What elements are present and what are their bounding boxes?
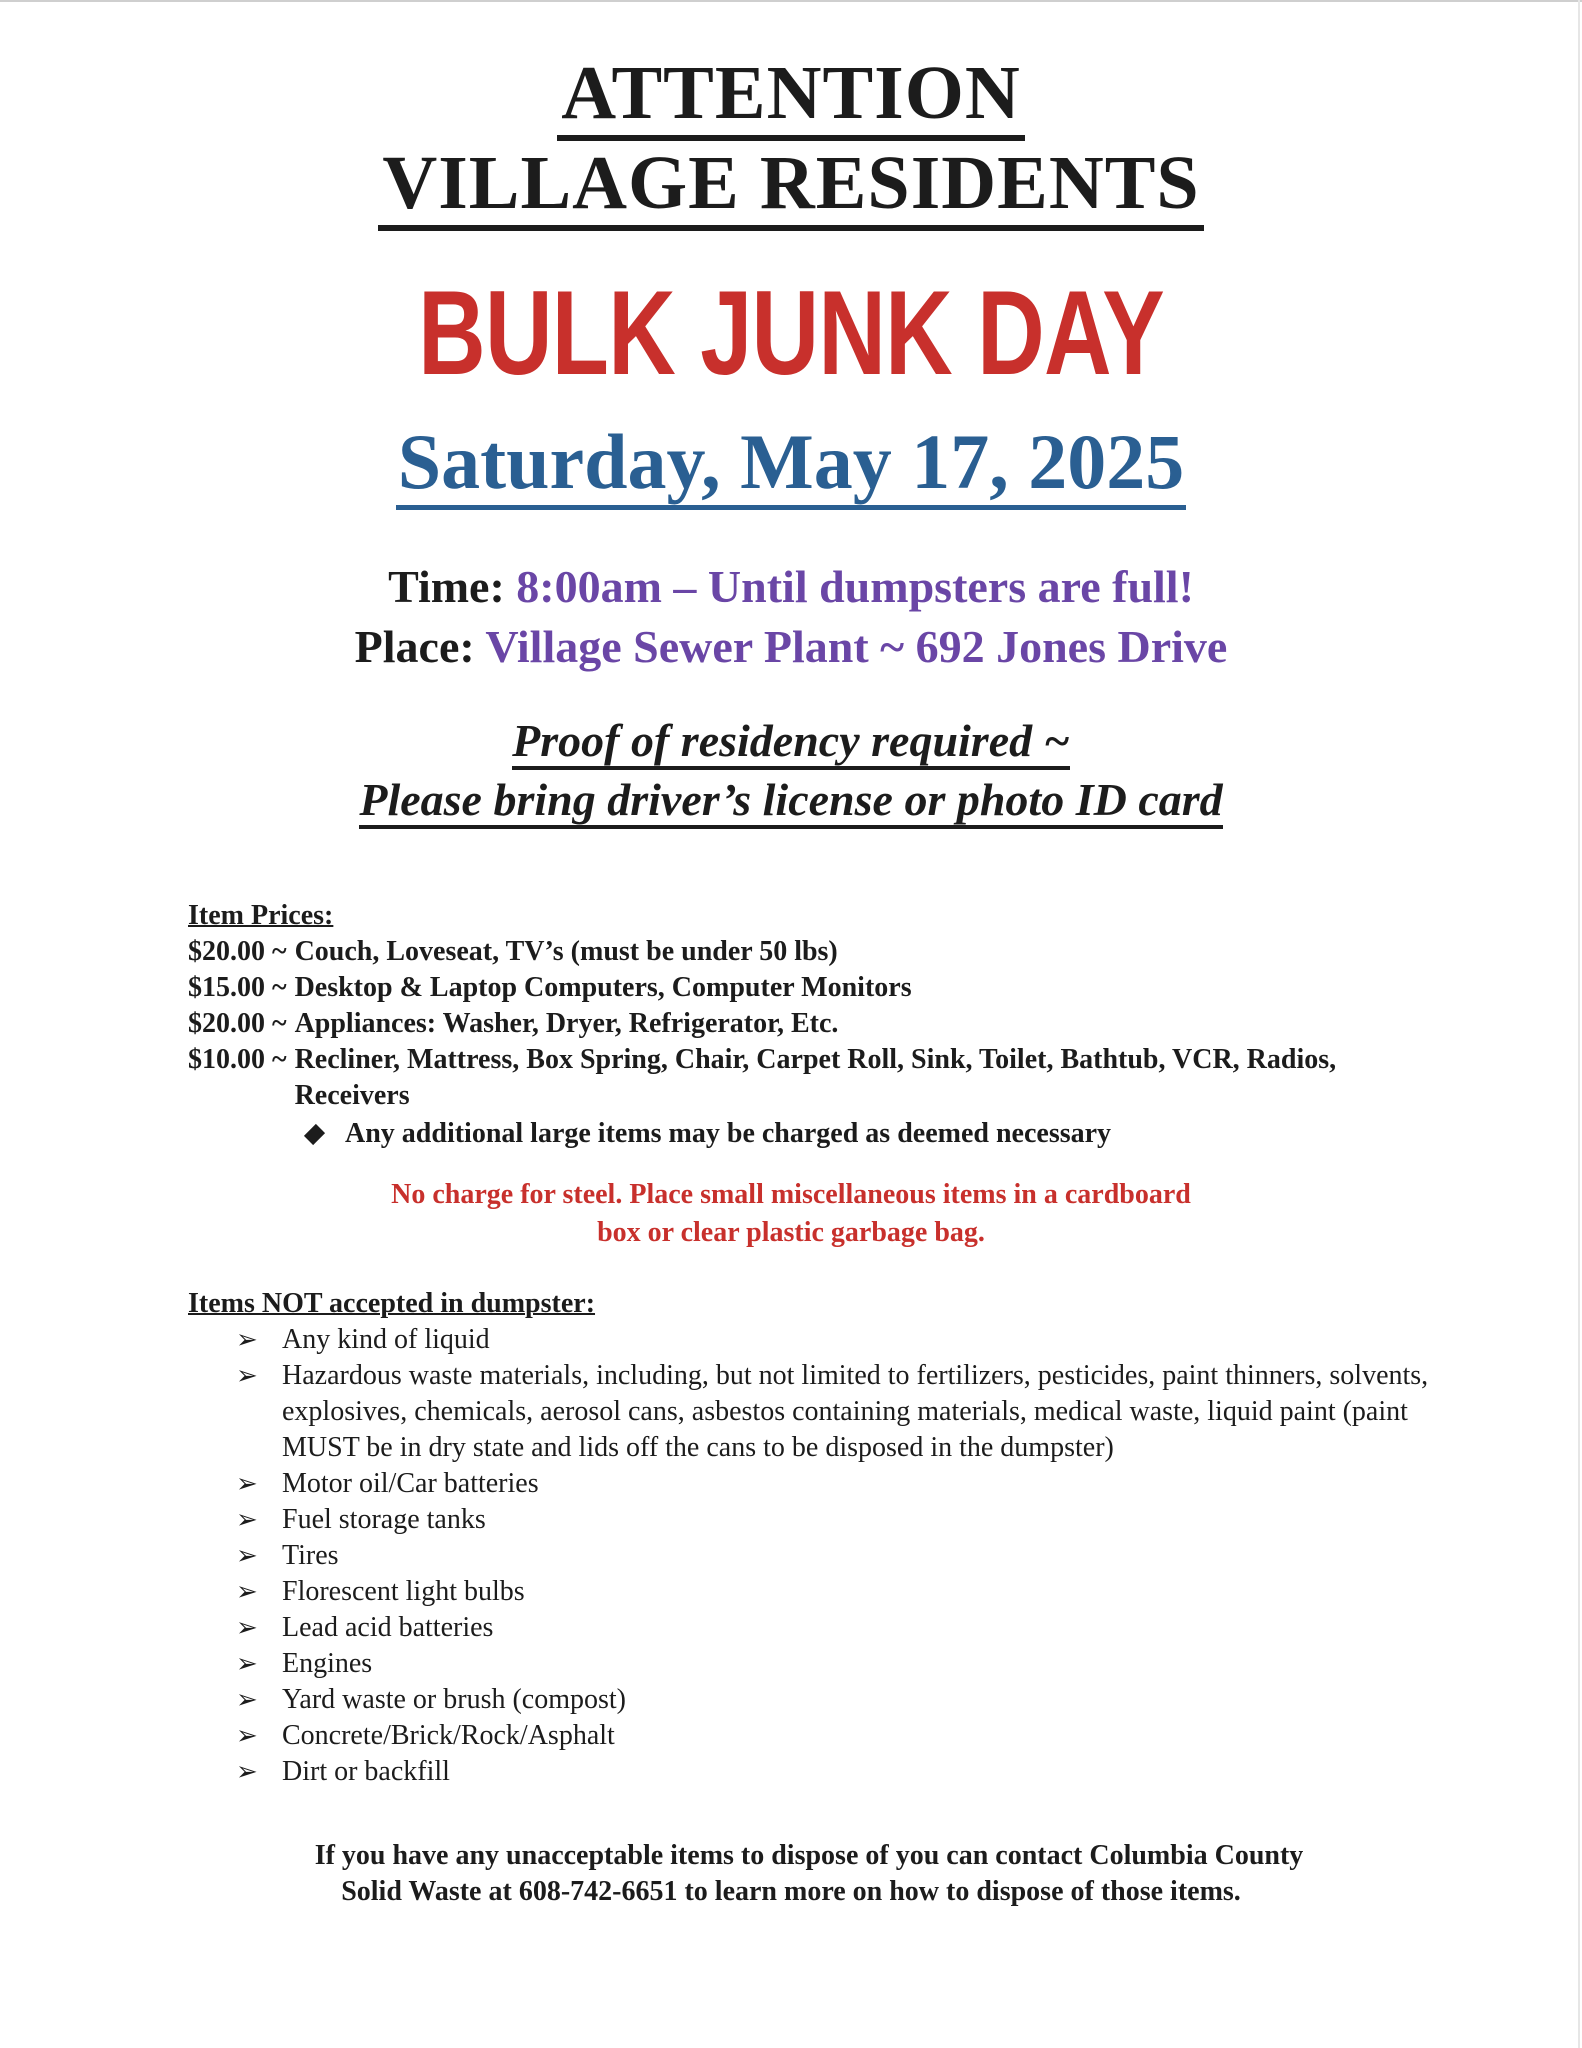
red-notice-line-2: box or clear plastic garbage bag. <box>597 1217 985 1248</box>
proof-line-2: Please bring driver’s license or photo ID card <box>0 772 1582 828</box>
not-accepted-section <box>188 1286 1478 1790</box>
scan-top-edge <box>0 0 1582 2</box>
place-value: Village Sewer Plant ~ 692 Jones Drive <box>485 621 1228 672</box>
arrow-bullet-icon: ➢ <box>236 1469 258 1498</box>
not-accepted-item <box>188 1754 1478 1790</box>
price-note-text: Any additional large items may be charged as deemed necessary <box>345 1118 1112 1149</box>
place-label: Place: <box>354 621 475 672</box>
heading-attention: ATTENTION <box>0 50 1582 136</box>
item-prices-section <box>188 898 1448 1152</box>
not-accepted-item-text: Any kind of liquid <box>282 1324 490 1355</box>
time-label: Time: <box>388 561 505 612</box>
event-time <box>0 558 1582 616</box>
red-notice <box>0 1176 1582 1252</box>
not-accepted-item-text: Lead acid batteries <box>282 1612 494 1643</box>
not-accepted-item-text: Tires <box>282 1540 339 1571</box>
heading-village-residents: VILLAGE RESIDENTS <box>0 140 1582 226</box>
price-amount: $20.00 ~ <box>188 1008 287 1039</box>
arrow-bullet-icon: ➢ <box>236 1613 258 1642</box>
footer-contact <box>0 1838 1582 1910</box>
not-accepted-item <box>188 1358 1478 1466</box>
arrow-bullet-icon: ➢ <box>236 1361 258 1390</box>
not-accepted-item-text: Engines <box>282 1648 373 1679</box>
not-accepted-item <box>188 1610 1478 1646</box>
not-accepted-item-text: Motor oil/Car batteries <box>282 1468 539 1499</box>
not-accepted-item-text: Dirt or backfill <box>282 1756 450 1787</box>
price-note <box>188 1116 1448 1152</box>
price-description: Recliner, Mattress, Box Spring, Chair, Carpet Roll, Sink, Toilet, Bathtub, VCR, Radios, Receivers <box>294 1044 1337 1111</box>
not-accepted-item-text: Concrete/Brick/Rock/Asphalt <box>282 1720 615 1751</box>
not-accepted-item-text: Fuel storage tanks <box>282 1504 486 1535</box>
time-value: 8:00am – Until dumpsters are full! <box>516 561 1194 612</box>
not-accepted-item <box>188 1574 1478 1610</box>
not-accepted-item <box>188 1502 1478 1538</box>
arrow-bullet-icon: ➢ <box>236 1757 258 1786</box>
not-accepted-list <box>188 1322 1478 1790</box>
footer-line-1: If you have any unacceptable items to dispose of you can contact Columbia County <box>314 1840 1304 1871</box>
red-notice-line-1: No charge for steel. Place small miscellaneous items in a cardboard <box>391 1179 1191 1210</box>
diamond-bullet-icon <box>304 1123 325 1144</box>
not-accepted-item <box>188 1322 1478 1358</box>
not-accepted-item-text: Hazardous waste materials, including, but not limited to fertilizers, pesticides, paint thinners, solvents, explosives, chemicals, aerosol cans, asbestos containing materials, medical waste, liquid paint (paint MUST be in dry state and lids off the cans to be disposed in the dumpster) <box>282 1360 1429 1463</box>
price-description: Couch, Loveseat, TV’s (must be under 50 lbs) <box>294 936 838 967</box>
price-amount: $10.00 ~ <box>188 1044 287 1075</box>
item-prices-title: Item Prices: <box>188 900 334 931</box>
not-accepted-title: Items NOT accepted in dumpster: <box>188 1288 596 1319</box>
arrow-bullet-icon: ➢ <box>236 1685 258 1714</box>
price-row <box>188 1006 1448 1042</box>
arrow-bullet-icon: ➢ <box>236 1721 258 1750</box>
price-description: Appliances: Washer, Dryer, Refrigerator, Etc. <box>294 1008 839 1039</box>
event-place <box>0 618 1582 676</box>
not-accepted-item <box>188 1538 1478 1574</box>
price-row <box>188 1042 1448 1114</box>
not-accepted-item-text: Yard waste or brush (compost) <box>282 1684 626 1715</box>
arrow-bullet-icon: ➢ <box>236 1577 258 1606</box>
price-amount: $20.00 ~ <box>188 936 287 967</box>
not-accepted-item-text: Florescent light bulbs <box>282 1576 525 1607</box>
not-accepted-item <box>188 1718 1478 1754</box>
proof-line-1: Proof of residency required ~ <box>0 713 1582 769</box>
footer-line-2: Solid Waste at 608-742-6651 to learn more on how to dispose of those items. <box>341 1876 1241 1907</box>
arrow-bullet-icon: ➢ <box>236 1541 258 1570</box>
price-amount: $15.00 ~ <box>188 972 287 1003</box>
not-accepted-item <box>188 1646 1478 1682</box>
not-accepted-item <box>188 1682 1478 1718</box>
price-row <box>188 934 1448 970</box>
price-row <box>188 970 1448 1006</box>
price-description: Desktop & Laptop Computers, Computer Monitors <box>294 972 912 1003</box>
arrow-bullet-icon: ➢ <box>236 1649 258 1678</box>
event-date: Saturday, May 17, 2025 <box>0 418 1582 506</box>
arrow-bullet-icon: ➢ <box>236 1505 258 1534</box>
arrow-bullet-icon: ➢ <box>236 1325 258 1354</box>
event-title: BULK JUNK DAY <box>418 266 1164 400</box>
not-accepted-item <box>188 1466 1478 1502</box>
